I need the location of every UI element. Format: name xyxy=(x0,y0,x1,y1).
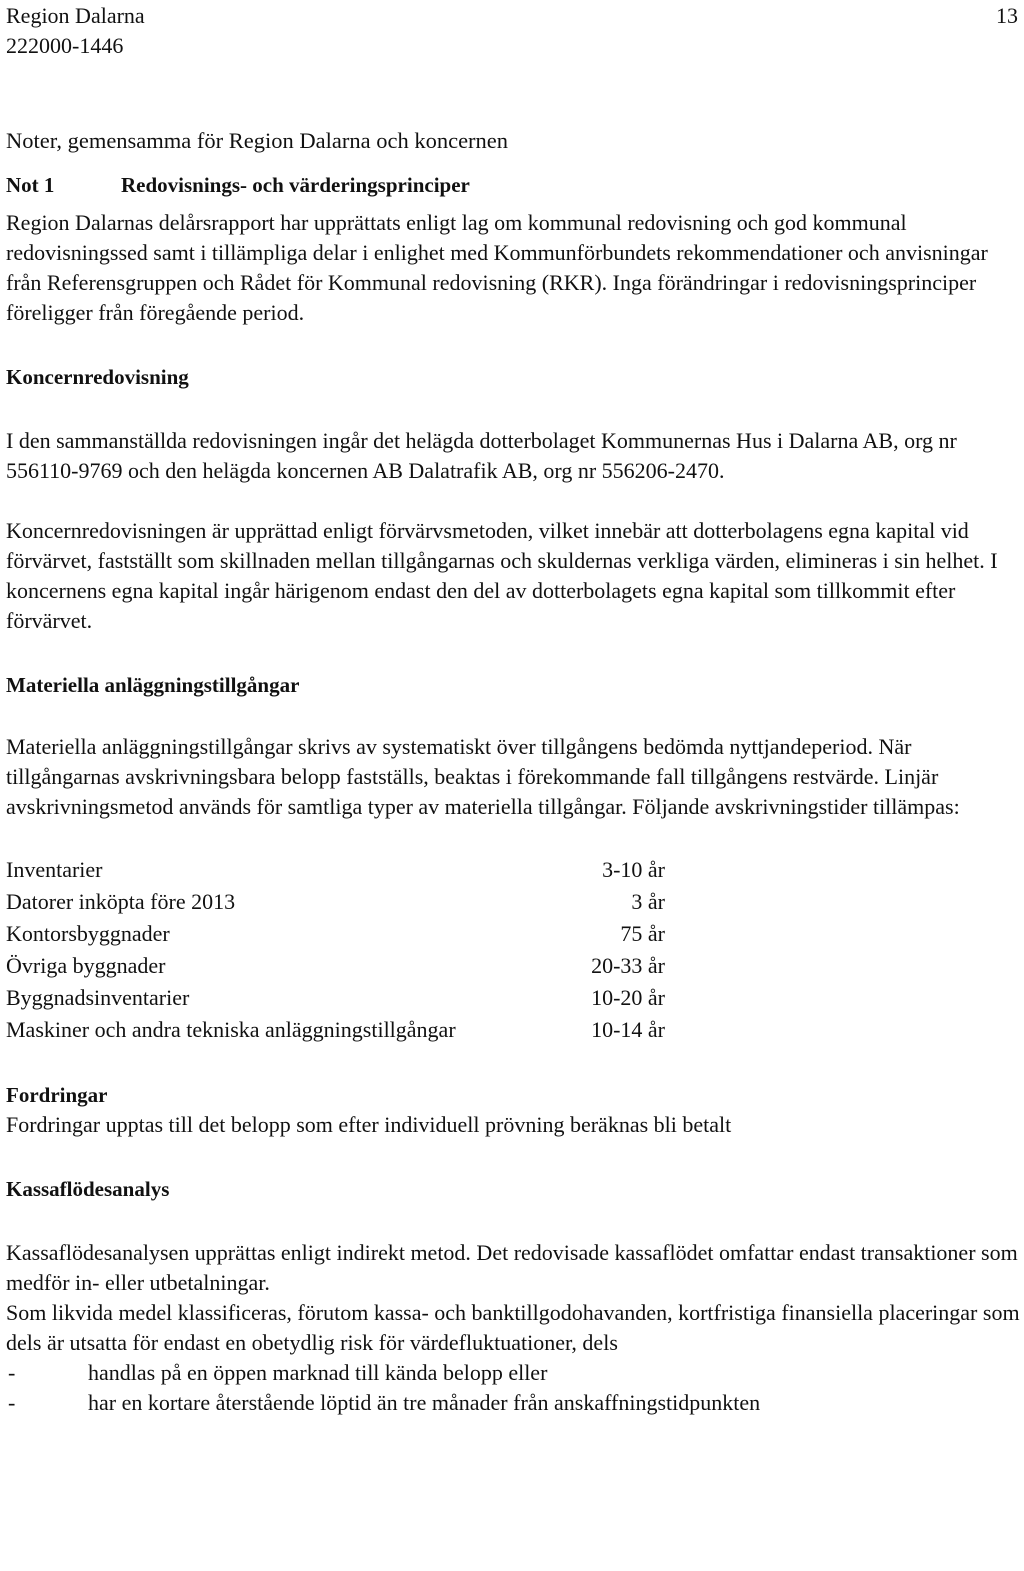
schedule-period: 3 år xyxy=(631,889,665,914)
schedule-period: 3-10 år xyxy=(602,857,665,882)
koncern-paragraph-2: Koncernredovisningen är upprättad enligt förvärvsmetoden, vilket innebär att dotterbolagens egna kapital vid förvärvet, fastställt som skillnaden mellan tillgångarnas och skuldernas verkliga värden, elimineras i sin helhet. I koncernens egna kapital ingår härigenom endast den del av dotterbolagets egna kapital som tillkommit efter förvärvet. xyxy=(6,518,998,633)
list-item xyxy=(6,1388,1022,1418)
notes-title: Noter, gemensamma för Region Dalarna och koncernen xyxy=(6,128,509,153)
schedule-row xyxy=(6,854,1022,886)
bullet-dash: - xyxy=(8,1390,16,1415)
schedule-period: 20-33 år xyxy=(591,953,665,978)
section-heading-materiella: Materiella anläggningstillgångar xyxy=(6,673,300,697)
list-item-text: har en kortare återstående löptid än tre månader från anskaffningstidpunkten xyxy=(88,1390,761,1415)
schedule-row xyxy=(6,886,1022,918)
koncern-paragraph-1: I den sammanställda redovisningen ingår det helägda dotterbolaget Kommunernas Hus i Dalarna AB, org nr 556110-9769 och den helägda koncernen AB Dalatrafik AB, org nr 556206-2470. xyxy=(6,428,957,483)
note-heading xyxy=(6,170,1022,200)
schedule-row xyxy=(6,1014,1022,1046)
fordringar-paragraph: Fordringar upptas till det belopp som efter individuell prövning beräknas bli betalt xyxy=(6,1112,732,1137)
list-item xyxy=(6,1358,1022,1388)
section-heading-koncernredovisning: Koncernredovisning xyxy=(6,365,189,389)
bullet-dash: - xyxy=(8,1360,16,1385)
schedule-category: Inventarier xyxy=(6,857,103,882)
kassaflode-bullet-list xyxy=(6,1358,1022,1418)
list-item-text: handlas på en öppen marknad till kända belopp eller xyxy=(88,1360,548,1385)
section-heading-fordringar: Fordringar xyxy=(6,1083,108,1107)
schedule-category: Kontorsbyggnader xyxy=(6,921,170,946)
schedule-row xyxy=(6,950,1022,982)
section-heading-kassaflode: Kassaflödesanalys xyxy=(6,1177,170,1201)
depreciation-schedule xyxy=(6,854,1022,1046)
schedule-row xyxy=(6,918,1022,950)
schedule-category: Byggnadsinventarier xyxy=(6,985,190,1010)
schedule-category: Datorer inköpta före 2013 xyxy=(6,889,236,914)
schedule-row xyxy=(6,982,1022,1014)
kassaflode-paragraph-1: Kassaflödesanalysen upprättas enligt indirekt metod. Det redovisade kassaflödet omfattar endast transaktioner som medför in- eller utbetalningar. xyxy=(6,1240,1018,1295)
note-title: Redovisnings- och värderingsprinciper xyxy=(121,173,470,197)
kassaflode-paragraph-2: Som likvida medel klassificeras, förutom kassa- och banktillgodohavanden, kortfristiga finansiella placeringar som dels är utsatta för endast en obetydlig risk för värdefluktuationer, dels xyxy=(6,1300,1020,1355)
schedule-period: 10-20 år xyxy=(591,985,665,1010)
schedule-category: Övriga byggnader xyxy=(6,953,166,978)
page-number: 13 xyxy=(996,3,1018,28)
organization-name: Region Dalarna xyxy=(6,3,145,28)
note-number: Not 1 xyxy=(6,173,55,197)
organization-number: 222000-1446 xyxy=(6,33,124,58)
page-content xyxy=(6,126,1022,1418)
schedule-period: 10-14 år xyxy=(591,1017,665,1042)
schedule-category: Maskiner och andra tekniska anläggningstillgångar xyxy=(6,1017,456,1042)
intro-paragraph: Region Dalarnas delårsrapport har upprättats enligt lag om kommunal redovisning och god kommunal redovisningssed samt i tillämpliga delar i enlighet med Kommunförbundets rekommendationer och anvisningar från Referensgruppen och Rådet för Kommunal redovisning (RKR). Inga förändringar i redovisningsprinciper föreligger från föregående period. xyxy=(6,210,988,325)
materiella-paragraph: Materiella anläggningstillgångar skrivs av systematiskt över tillgångens bedömda nyttjandeperiod. När tillgångarnas avskrivningsbara belopp fastställs, beaktas i förekommande fall tillgångens restvärde. Linjär avskrivningsmetod används för samtliga typer av materiella tillgångar. Följande avskrivningstider tillämpas: xyxy=(6,734,960,819)
schedule-period: 75 år xyxy=(620,921,665,946)
